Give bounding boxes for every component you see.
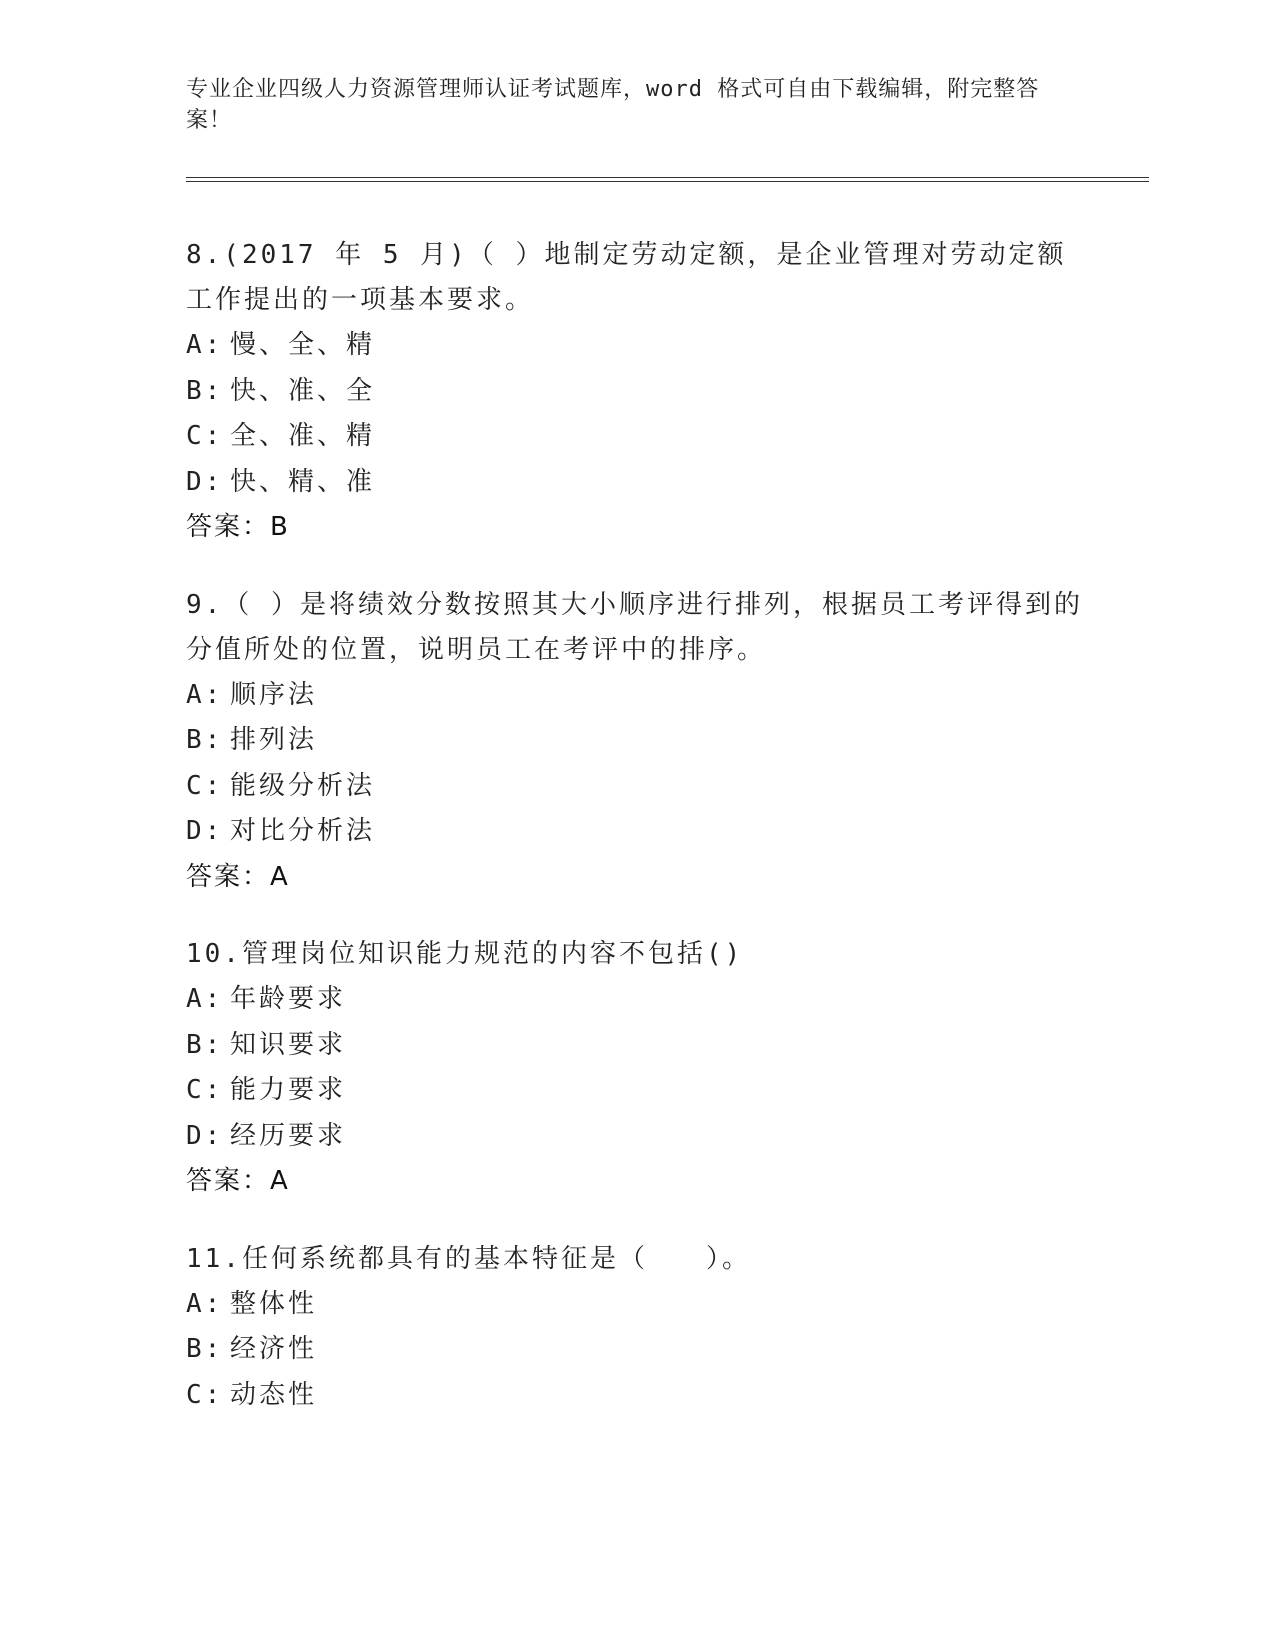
- option-text: 经历要求: [230, 1120, 347, 1151]
- option-d: [186, 1114, 1086, 1160]
- option-text: 能力要求: [230, 1075, 347, 1105]
- option-text: 慢、全、精: [230, 330, 376, 360]
- option-d: [186, 460, 1086, 506]
- option-c: [186, 764, 1086, 810]
- option-key: C:: [186, 1379, 224, 1410]
- option-text: 快、精、准: [230, 466, 376, 497]
- option-key: A:: [186, 984, 224, 1014]
- option-b: [186, 369, 1086, 415]
- header-divider: [186, 177, 1149, 182]
- question-stem: 11.任何系统都具有的基本特征是（ ）。: [186, 1243, 751, 1274]
- option-key: C:: [186, 770, 224, 801]
- answer-line: 答案：A: [186, 1166, 290, 1196]
- option-text: 顺序法: [230, 679, 318, 710]
- option-key: D:: [186, 466, 224, 497]
- option-text: 对比分析法: [230, 816, 376, 846]
- option-b: [186, 1327, 1086, 1373]
- question-list: [186, 233, 1086, 1450]
- option-key: C:: [186, 421, 224, 451]
- option-text: 整体性: [230, 1288, 318, 1319]
- option-key: D:: [186, 816, 224, 846]
- question-10: [186, 932, 1086, 1205]
- option-b: [186, 718, 1086, 764]
- option-key: D:: [186, 1120, 224, 1151]
- option-c: [186, 1068, 1086, 1114]
- option-key: B:: [186, 375, 224, 406]
- option-d: [186, 809, 1086, 855]
- option-a: [186, 977, 1086, 1023]
- option-a: [186, 323, 1086, 369]
- option-c: [186, 1373, 1086, 1419]
- option-key: B:: [186, 1334, 224, 1364]
- option-key: B:: [186, 725, 224, 755]
- option-key: B:: [186, 1029, 224, 1060]
- question-9: [186, 583, 1086, 901]
- option-a: [186, 1282, 1086, 1328]
- option-text: 排列法: [230, 725, 318, 755]
- option-text: 动态性: [230, 1379, 318, 1410]
- option-text: 经济性: [230, 1334, 318, 1364]
- option-a: [186, 673, 1086, 719]
- question-stem: 8.(2017 年 5 月)（ ）地制定劳动定额，是企业管理对劳动定额工作提出的一项基本要求。: [186, 240, 1067, 315]
- question-8: [186, 233, 1086, 551]
- question-stem: 10.管理岗位知识能力规范的内容不包括(): [186, 939, 744, 969]
- option-c: [186, 414, 1086, 460]
- answer-line: 答案：A: [186, 861, 290, 892]
- option-key: A:: [186, 1288, 224, 1319]
- option-key: A:: [186, 330, 224, 360]
- option-text: 知识要求: [230, 1029, 347, 1060]
- option-text: 快、准、全: [230, 375, 376, 406]
- option-b: [186, 1023, 1086, 1069]
- option-text: 全、准、精: [230, 421, 376, 451]
- question-11: [186, 1237, 1086, 1419]
- option-text: 年龄要求: [230, 984, 347, 1014]
- answer-line: 答案：B: [186, 512, 290, 542]
- header-note: 专业企业四级人力资源管理师认证考试题库，word 格式可自由下载编辑，附完整答案！: [186, 77, 1040, 133]
- option-key: C:: [186, 1075, 224, 1105]
- option-key: A:: [186, 679, 224, 710]
- option-text: 能级分析法: [230, 770, 376, 801]
- question-stem: 9.（ ）是将绩效分数按照其大小顺序进行排列，根据员工考评得到的分值所处的位置，说明员工在考评中的排序。: [186, 589, 1083, 665]
